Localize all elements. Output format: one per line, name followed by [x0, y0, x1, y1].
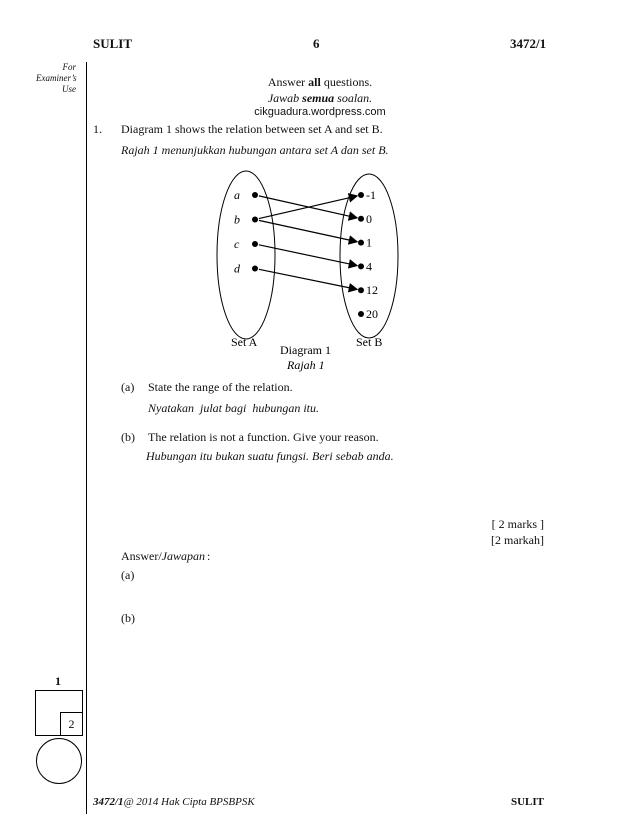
score-question-number: 1: [55, 674, 61, 688]
set-a-ellipse: [217, 171, 275, 339]
question-text-ms: Rajah 1 menunjukkan hubungan antara set A dan set B.: [121, 143, 389, 157]
part-a-text-ms: Nyatakan julat bagi hubungan itu.: [148, 401, 319, 415]
score-circle: [36, 738, 82, 784]
header-right: 3472/1: [510, 36, 547, 51]
part-a-label: (a): [121, 380, 135, 394]
set-b-element-label: 12: [366, 283, 378, 298]
margin-line-3: Use: [62, 84, 76, 94]
question-text-en: Diagram 1 shows the relation between set A and set B.: [121, 122, 383, 136]
set-a-label: Set A: [231, 335, 258, 349]
set-b-point: [358, 311, 364, 317]
instruction-en: Answer all questions.: [267, 75, 373, 89]
set-b-point: [358, 192, 364, 198]
margin-line-1: For: [62, 62, 76, 72]
part-b-text-ms: Hubungan itu bukan suatu fungsi. Beri sebab anda.: [146, 449, 394, 463]
answer-b-label: (b): [121, 611, 135, 625]
part-a-text-en: State the range of the relation.: [148, 380, 293, 394]
set-b-label: Set B: [356, 335, 383, 349]
set-b-point: [358, 263, 364, 269]
set-a-point-b: [252, 217, 258, 223]
set-a-element-label: b: [234, 212, 240, 227]
answer-a-label: (a): [121, 568, 135, 582]
marks-en: [ 2 marks ]: [491, 517, 544, 531]
set-a-element-label: a: [234, 188, 240, 202]
set-b-element-label: 4: [366, 259, 372, 274]
score-total-box: 2: [60, 712, 83, 736]
page-number: 6: [313, 36, 320, 51]
margin-line-2: Examiner’s: [36, 73, 77, 83]
relation-arrow: [259, 245, 357, 266]
set-b-element-label: -1: [366, 188, 376, 202]
diagram-caption-ms: Rajah 1: [287, 358, 325, 372]
set-b-element-label: 20: [366, 307, 378, 321]
footer-left: 3472/1@ 2014 Hak Cipta BPSBPSK: [93, 796, 255, 808]
set-a-point-a: [252, 192, 258, 198]
header-left: SULIT: [93, 36, 133, 51]
set-a-point-c: [252, 241, 258, 247]
part-b-label: (b): [121, 430, 135, 444]
set-b-point: [358, 240, 364, 246]
answer-colon: :: [207, 549, 211, 563]
footer-right: SULIT: [511, 796, 545, 808]
set-a-point-d: [252, 266, 258, 272]
set-b-element-label: 0: [366, 211, 372, 226]
set-b-point: [358, 216, 364, 222]
answer-label: Answer/Jawapan: [121, 549, 206, 563]
instruction-ms: Jawab semua soalan.: [267, 91, 373, 105]
set-b-element-label: 1: [366, 235, 372, 250]
part-b-text-en: The relation is not a function. Give your reason.: [148, 430, 379, 444]
set-b-point: [358, 287, 364, 293]
set-a-element-label: c: [234, 237, 240, 251]
watermark-text: cikguadura.wordpress.com: [254, 106, 386, 118]
set-a-element-label: d: [234, 261, 240, 276]
question-number: 1.: [93, 122, 102, 136]
marks-ms: [2 markah]: [491, 533, 544, 547]
diagram-caption: Diagram 1: [280, 343, 331, 357]
